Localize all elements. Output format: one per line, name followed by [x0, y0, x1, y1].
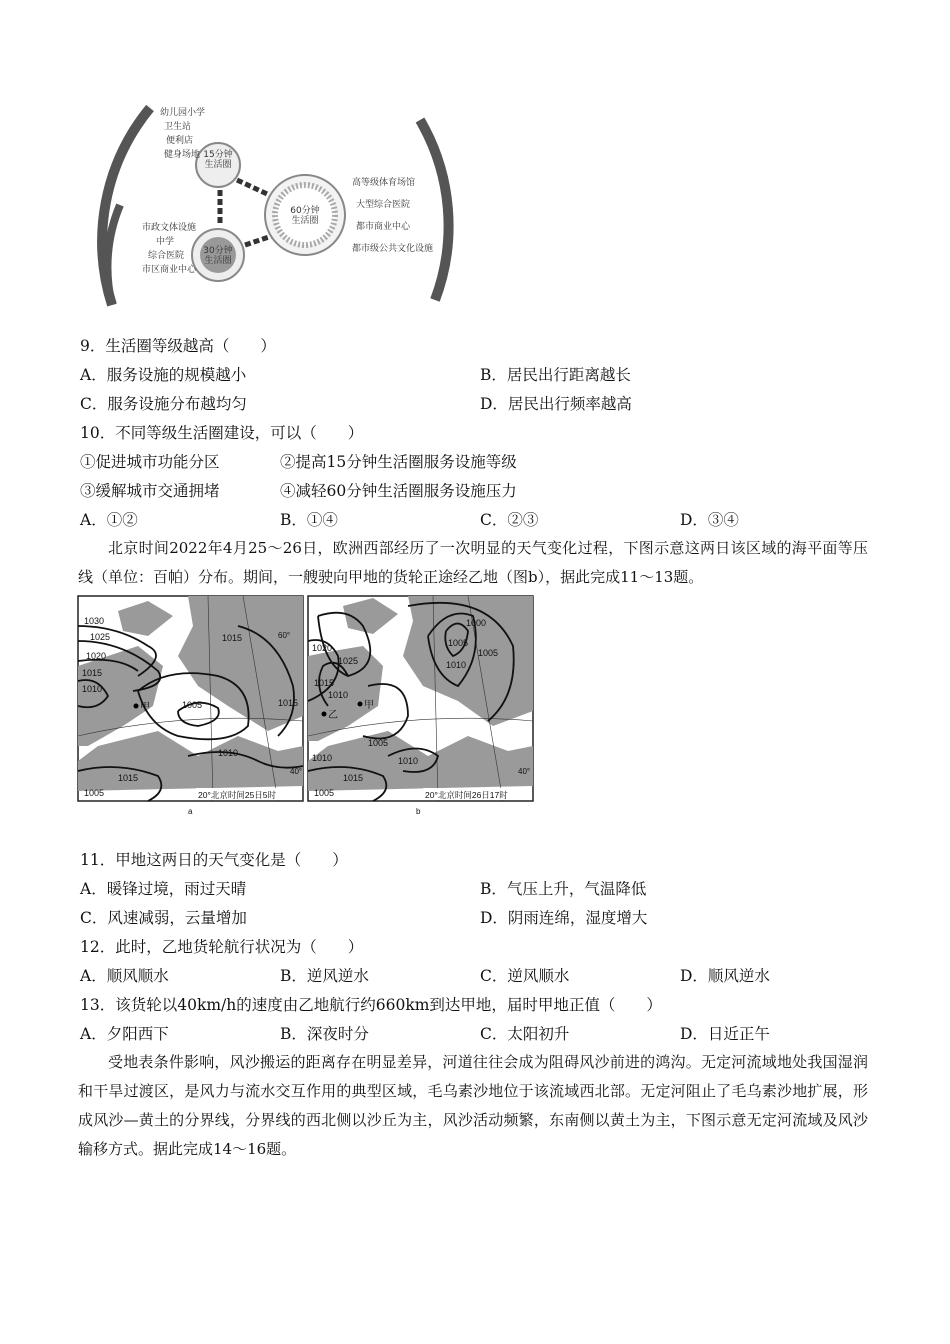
- isobar-label: 1015: [222, 633, 243, 643]
- place-jia-label: 甲: [364, 700, 374, 711]
- life-circle-diagram: [90, 100, 470, 310]
- circle-60-label: 60分钟生活圈: [290, 206, 320, 226]
- isobar-label: 1000: [466, 618, 487, 628]
- q11-option-c: C．风速减弱，云量增加: [80, 909, 247, 927]
- isobar-label: 1005: [368, 738, 389, 748]
- list-30-item: 市政文体设施: [142, 223, 197, 233]
- list-15-item: 幼儿园小学: [160, 108, 206, 118]
- q12-option-b: B．逆风逆水: [280, 967, 369, 985]
- isobar-label: 1010: [446, 660, 467, 670]
- list-30-item: 中学: [156, 237, 175, 247]
- q10-statement-4: ④减轻60分钟生活圈服务设施压力: [280, 482, 517, 500]
- right-arc: [420, 120, 449, 300]
- place-jia-label: 甲: [140, 702, 150, 713]
- isobar-label: 1025: [90, 632, 111, 642]
- list-15-item: 便利店: [166, 136, 194, 146]
- isobar-label: 1015: [314, 678, 335, 688]
- q10-statement-2: ②提高15分钟生活圈服务设施等级: [280, 453, 517, 471]
- isobar-label: 1010: [218, 748, 239, 758]
- isobar-label: 1015: [82, 668, 103, 678]
- q10-option-b: B．①④: [280, 511, 338, 529]
- list-15-item: 健身场地: [164, 150, 201, 160]
- q11-option-d: D．阴雨连绵，湿度增大: [480, 909, 648, 927]
- intro-weather: 北京时间2022年4月25～26日，欧洲西部经历了一次明显的天气变化过程，下图示意这两日该区域的海平面等压线（单位：百帕）分布。期间，一艘驶向甲地的货轮正途经乙地（图b），据此完成11～13题。: [78, 539, 868, 586]
- q12-stem: 12．此时，乙地货轮航行状况为（ ）: [80, 938, 364, 956]
- q10-option-a: A．①②: [80, 511, 138, 529]
- q10-statement-1: ①促进城市功能分区: [80, 453, 220, 471]
- q12-option-a: A．顺风顺水: [80, 967, 169, 985]
- circle-15-label: 15分钟生活圈: [203, 150, 233, 170]
- meridian-label: 60°: [278, 631, 291, 640]
- isobar-label: 1010: [328, 690, 349, 700]
- left-arc-2: [107, 205, 120, 305]
- isobar-label: 1020: [86, 651, 107, 661]
- list-60-item: 都市商业中心: [356, 222, 411, 232]
- meridian-label: 40°: [290, 767, 303, 776]
- isobar-label: 1005: [182, 700, 203, 710]
- isobar-label: 1015: [343, 773, 364, 783]
- q10-statement-3: ③缓解城市交通拥堵: [80, 482, 220, 500]
- q10-option-d: D．③④: [680, 511, 739, 529]
- isobar-map-a: [78, 596, 303, 816]
- q9-option-b: B．居民出行距离越长: [480, 366, 631, 384]
- isobar-label: 1005: [478, 648, 499, 658]
- isobar-label: 1005: [448, 638, 469, 648]
- q10-stem: 10．不同等级生活圈建设，可以（ ）: [80, 424, 364, 442]
- map-a-caption: 20°北京时间25日5时: [198, 790, 277, 800]
- q9-option-d: D．居民出行频率越高: [480, 395, 632, 413]
- q9-option-c: C．服务设施分布越均匀: [80, 395, 247, 413]
- isobar-label: 1005: [314, 788, 335, 798]
- place-yi-label: 乙: [328, 710, 338, 721]
- isobar-label: 1005: [84, 788, 105, 798]
- q13-stem: 13．该货轮以40km/h的速度由乙地航行约660km到达甲地，届时甲地正值（ ）: [80, 996, 662, 1014]
- map-b-caption: 20°北京时间26日17时: [425, 790, 508, 800]
- meridian-label: 40°: [518, 767, 531, 776]
- isobar-label: 1025: [338, 656, 359, 666]
- isobar-label: 1015: [278, 698, 299, 708]
- q11-option-b: B．气压上升，气温降低: [480, 880, 647, 898]
- isobar-label: 1020: [312, 643, 333, 653]
- list-15-item: 卫生站: [164, 122, 192, 132]
- isobar-map-b: [308, 596, 533, 821]
- list-60-item: 都市级公共文化设施: [352, 244, 434, 254]
- list-60-item: 大型综合医院: [356, 200, 411, 210]
- q13-option-c: C．太阳初升: [480, 1025, 570, 1043]
- list-30-item: 综合医院: [148, 251, 185, 261]
- q13-option-b: B．深夜时分: [280, 1025, 369, 1043]
- q13-option-d: D．日近正午: [680, 1025, 770, 1043]
- map-b-sub: b: [416, 807, 421, 816]
- circle-30-label: 30分钟生活圈: [203, 246, 233, 266]
- map-a-sub: a: [188, 807, 193, 816]
- isobar-label: 1010: [312, 753, 333, 763]
- q9-stem: 9．生活圈等级越高（ ）: [80, 337, 276, 355]
- q12-option-c: C．逆风顺水: [480, 967, 570, 985]
- q9-option-a: A．服务设施的规模越小: [80, 366, 247, 384]
- list-30-item: 市区商业中心: [142, 265, 197, 275]
- intro-sand: 受地表条件影响，风沙搬运的距离存在明显差异，河道往往会成为阻碍风沙前进的鸿沟。无定河流域地处我国湿润和干旱过渡区，是风力与流水交互作用的典型区域，毛乌素沙地位于该流域西北部。无定河阻止了毛乌素沙地扩展，形成风沙—黄土的分界线，分界线的西北侧以沙丘为主，风沙活动频繁，东南侧以黄土为主，下图示意无定河流域及风沙输移方式。据此完成14～16题。: [78, 1053, 868, 1158]
- q13-option-a: A．夕阳西下: [80, 1025, 169, 1043]
- isobar-label: 1015: [118, 773, 139, 783]
- list-60-item: 高等级体育场馆: [352, 178, 416, 188]
- isobar-label: 1010: [398, 756, 419, 766]
- q10-option-c: C．②③: [480, 511, 539, 529]
- isobar-label: 1030: [84, 616, 105, 626]
- q11-stem: 11．甲地这两日的天气变化是（ ）: [80, 851, 348, 869]
- isobar-label: 1010: [82, 684, 103, 694]
- q12-option-d: D．顺风逆水: [680, 967, 770, 985]
- q11-option-a: A．暖锋过境，雨过天晴: [80, 880, 247, 898]
